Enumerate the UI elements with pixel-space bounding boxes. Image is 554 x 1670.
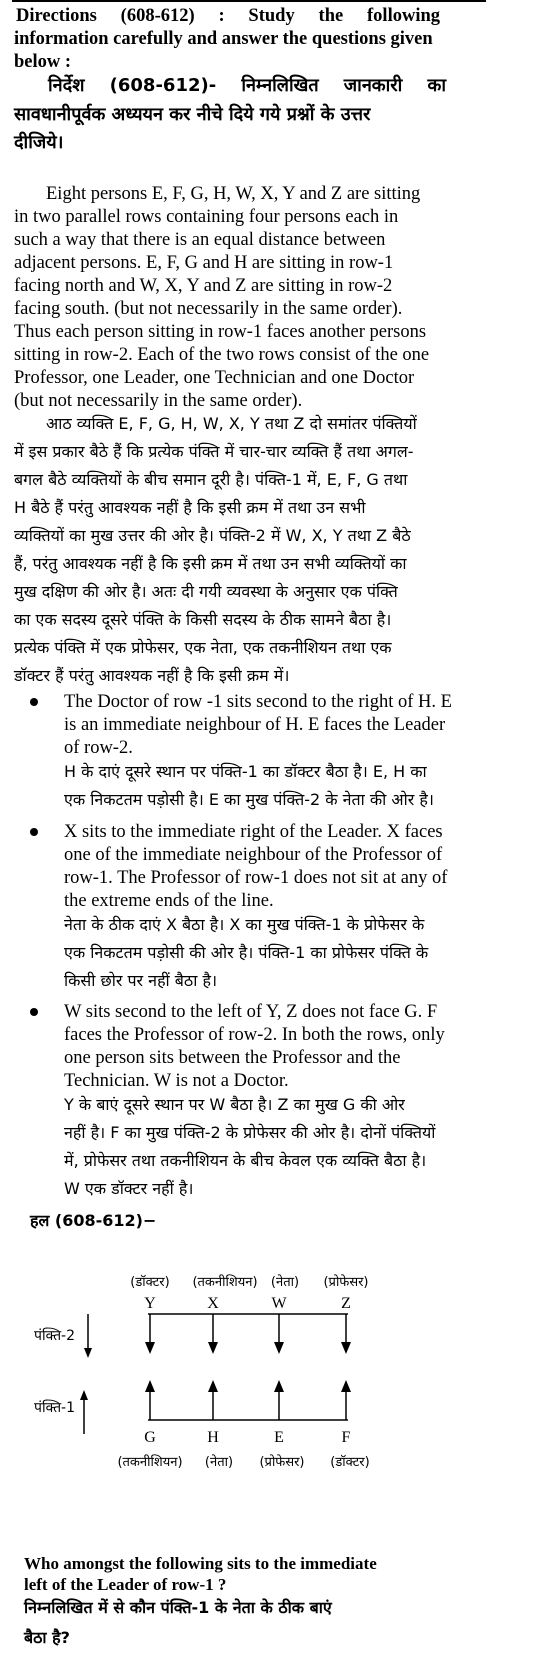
- bullet-2-en-line: row-1. The Professor of row-1 does not sit at any of: [64, 868, 448, 888]
- bullet-1-hi-line: एक निकटतम पड़ोसी है। E का मुख पंक्ति-2 के नेता की ओर है।: [64, 790, 434, 809]
- bullet-2-en-line: the extreme ends of the line.: [64, 891, 274, 911]
- row-1-label: पंक्ति-1: [34, 1400, 76, 1416]
- question-hi-line-2: बैठा है?: [24, 1628, 70, 1647]
- row-2-name: W: [271, 1295, 287, 1312]
- directions-en-line-1: Directions (608-612) : Study the following: [16, 6, 440, 26]
- intro-hi-line: में इस प्रकार बैठे हैं कि प्रत्येक पंक्ति में चार-चार व्यक्ति हैं तथा अगल-: [14, 442, 414, 461]
- row-1-role: (प्रोफेसर): [259, 1455, 305, 1470]
- row-1-direction-arrow: [80, 1390, 88, 1434]
- row-2-name: Y: [144, 1295, 156, 1312]
- bullet-1-hi-line: H के दाएं दूसरे स्थान पर पंक्ति-1 का डॉक्टर बैठा है। E, H का: [64, 762, 427, 781]
- row-2-role: (तकनीशियन): [192, 1275, 258, 1290]
- question-en-line-2: left of the Leader of row-1 ?: [24, 1575, 227, 1594]
- row-2-role: (प्रोफेसर): [323, 1275, 369, 1290]
- bullet-1-en-line: is an immediate neighbour of H. E faces the Leader: [64, 715, 446, 735]
- intro-en-line: (but not necessarily in the same order).: [14, 391, 303, 411]
- bullet-3-hi-line: Y के बाएं दूसरे स्थान पर W बैठा है। Z का मुख G की ओर: [64, 1095, 405, 1114]
- bullet-2-hi-line: नेता के ठीक दाएं X बैठा है। X का मुख पंक्ति-1 के प्रोफेसर के: [64, 915, 425, 934]
- intro-hi-line: आठ व्यक्ति E, F, G, H, W, X, Y तथा Z दो समांतर पंक्तियों: [46, 414, 417, 433]
- row-2-label: पंक्ति-2: [34, 1328, 76, 1344]
- seating-diagram: [0, 1262, 554, 1482]
- directions-hi-line-1: निर्देश (608-612)- निम्नलिखित जानकारी का: [48, 75, 446, 96]
- intro-en-line: sitting in row-2. Each of the two rows consist of the one: [14, 345, 430, 365]
- row-2-name: Z: [341, 1295, 351, 1312]
- row-2-role: (नेता): [270, 1275, 300, 1290]
- intro-en-line: Thus each person sitting in row-1 faces another persons: [14, 322, 427, 342]
- intro-hi-line: का एक सदस्य दूसरे पंक्ति के किसी सदस्य के ठीक सामने बैठा है।: [14, 610, 392, 629]
- bullet-3-en-line: W sits second to the left of Y, Z does not face G. F: [64, 1002, 438, 1022]
- bullet-1: [30, 698, 38, 706]
- bullet-2-hi-line: किसी छोर पर नहीं बैठा है।: [64, 971, 218, 990]
- bullet-3-hi-line: W एक डॉक्टर नहीं है।: [64, 1179, 194, 1198]
- row-2-role: (डॉक्टर): [130, 1275, 170, 1290]
- directions-en-line-3: below :: [14, 52, 72, 72]
- row-2-direction-arrow: [84, 1314, 92, 1358]
- intro-en-line: adjacent persons. E, F, G and H are sitting in row-1: [14, 253, 394, 273]
- bullet-3: [30, 1008, 38, 1016]
- row-1-name: G: [144, 1429, 156, 1446]
- bullet-3-en-line: faces the Professor of row-2. In both the rows, only: [64, 1025, 445, 1045]
- bullet-3-hi-line: नहीं है। F का मुख पंक्ति-2 के प्रोफेसर की ओर है। दोनों पंक्तियों: [64, 1123, 436, 1142]
- intro-hi-line: व्यक्तियों का मुख उत्तर की ओर है। पंक्ति-2 में W, X, Y तथा Z बैठे: [14, 526, 411, 545]
- intro-en-line: in two parallel rows containing four persons each in: [14, 207, 399, 227]
- row-1-name: F: [341, 1429, 351, 1446]
- bullet-1-en-line: of row-2.: [64, 738, 133, 758]
- question-en-line-1: Who amongst the following sits to the immediate: [24, 1554, 377, 1573]
- intro-hi-line: H बैठे हैं परंतु आवश्यक नहीं है कि इसी क्रम में तथा उन सभी: [14, 498, 366, 517]
- solution-heading: हल (608-612)−: [30, 1211, 157, 1230]
- bullet-3-en-line: Technician. W is not a Doctor.: [64, 1071, 289, 1091]
- intro-hi-line: प्रत्येक पंक्ति में एक प्रोफेसर, एक नेता, एक तकनीशियन तथा एक: [14, 638, 392, 657]
- bullet-3-en-line: one person sits between the Professor and the: [64, 1048, 401, 1068]
- bullet-2-en-line: one of the immediate neighbour of the Professor of: [64, 845, 443, 865]
- directions-hi-line-2: सावधानीपूर्वक अध्ययन कर नीचे दिये गये प्रश्नों के उत्तर: [14, 104, 371, 125]
- intro-en-line: facing north and W, X, Y and Z are sitting in row-2: [14, 276, 393, 296]
- question-hi-line-1: निम्नलिखित में से कौन पंक्ति-1 के नेता के ठीक बाएं: [24, 1598, 332, 1617]
- bullet-2-en-line: X sits to the immediate right of the Leader. X faces: [64, 822, 443, 842]
- directions-hi-line-3: दीजिये।: [14, 132, 64, 153]
- row-2-facing-arrows: [145, 1314, 351, 1354]
- bullet-1-en-line: The Doctor of row -1 sits second to the right of H. E: [64, 692, 452, 712]
- row-1-facing-arrows: [145, 1380, 351, 1420]
- row-2-name: X: [207, 1295, 219, 1312]
- intro-en-line: Eight persons E, F, G, H, W, X, Y and Z are sitting: [46, 184, 421, 204]
- row-1-role: (तकनीशियन): [117, 1455, 183, 1470]
- intro-en-line: such a way that there is an equal distance between: [14, 230, 386, 250]
- intro-en-line: Professor, one Leader, one Technician and one Doctor: [14, 368, 415, 388]
- intro-hi-line: बगल बैठे व्यक्तियों के बीच समान दूरी है। पंक्ति-1 में, E, F, G तथा: [14, 470, 408, 489]
- directions-en-line-2: information carefully and answer the questions given: [14, 29, 433, 49]
- bullet-2: [30, 828, 38, 836]
- row-1-name: H: [207, 1429, 219, 1446]
- bullet-2-hi-line: एक निकटतम पड़ोसी की ओर है। पंक्ति-1 का प्रोफेसर पंक्ति के: [64, 943, 429, 962]
- intro-en-line: facing south. (but not necessarily in the same order).: [14, 299, 403, 319]
- intro-hi-line: डॉक्टर हैं परंतु आवश्यक नहीं है कि इसी क्रम में।: [14, 666, 290, 685]
- row-1-role: (डॉक्टर): [330, 1455, 370, 1470]
- row-1-role: (नेता): [204, 1455, 234, 1470]
- intro-hi-line: मुख दक्षिण की ओर है। अतः दी गयी व्यवस्था के अनुसार एक पंक्ति: [14, 582, 398, 601]
- top-rule: [12, 0, 486, 2]
- row-1-name: E: [274, 1429, 284, 1446]
- bullet-3-hi-line: में, प्रोफेसर तथा तकनीशियन के बीच केवल एक व्यक्ति बैठा है।: [64, 1151, 427, 1170]
- intro-hi-line: हैं, परंतु आवश्यक नहीं है कि इसी क्रम में तथा उन सभी व्यक्तियों का: [14, 554, 407, 573]
